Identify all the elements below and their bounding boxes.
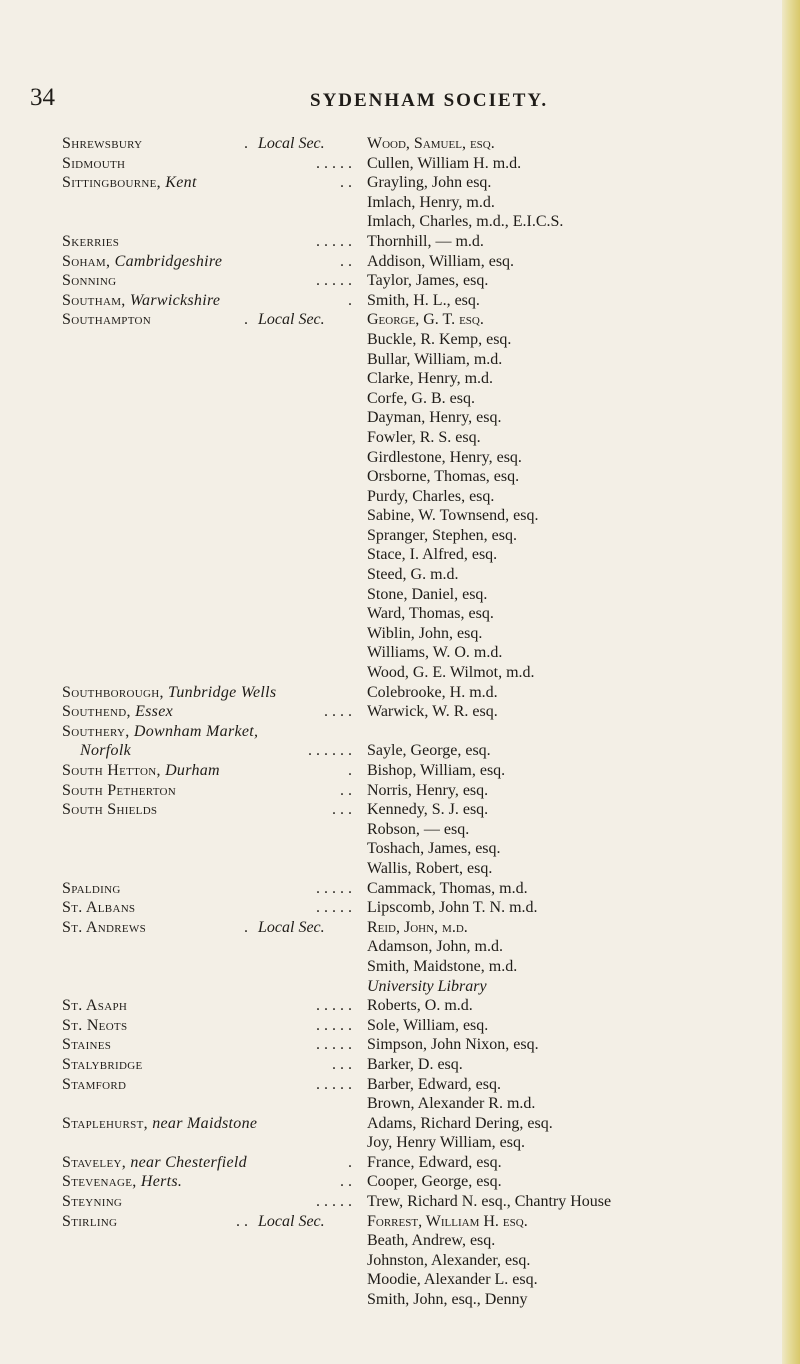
list-row: [62, 1192, 782, 1212]
member-name: Toshach, James, esq.: [367, 840, 501, 858]
member-name: Cullen, William H. m.d.: [367, 154, 522, 172]
member-name: Williams, W. O. m.d.: [367, 644, 503, 662]
list-row: [62, 1212, 782, 1232]
member-name: Bishop, William, esq.: [367, 762, 506, 779]
local-secretary-note: Local Sec.: [258, 135, 325, 152]
list-row: [62, 702, 782, 722]
leader-dots: . . . . .: [316, 1036, 352, 1054]
place-main: Skerries: [62, 232, 120, 250]
list-row: [62, 1114, 782, 1134]
member-name: Purdy, Charles, esq.: [367, 487, 495, 505]
member-name: Beath, Andrew, esq.: [367, 1232, 496, 1250]
list-row: [62, 232, 782, 252]
page-header: [0, 84, 800, 124]
member-name: Colebrooke, H. m.d.: [367, 683, 498, 701]
list-row: [62, 722, 782, 742]
place-name: [62, 1055, 143, 1075]
member-name: Addison, William, esq.: [367, 252, 515, 270]
list-row: [62, 761, 782, 781]
list-row: [62, 330, 782, 350]
place-county: Durham: [160, 762, 220, 779]
member-name: Wood, Samuel, esq.: [367, 135, 495, 152]
place-county: Cambridgeshire: [110, 252, 223, 270]
list-row: [62, 212, 782, 232]
member-name: Smith, John, esq., Denny: [367, 1291, 528, 1309]
list-row: [62, 604, 782, 624]
member-name: Lipscomb, John T. N. m.d.: [367, 899, 538, 917]
list-row: [62, 428, 782, 448]
local-secretary-note: Local Sec.: [258, 918, 325, 936]
member-name: Buckle, R. Kemp, esq.: [367, 330, 512, 348]
list-row: [62, 1270, 782, 1290]
leader-dots: . .: [340, 174, 352, 192]
list-row: [62, 448, 782, 468]
list-row: [62, 506, 782, 526]
list-row: [62, 134, 782, 154]
list-row: [62, 1251, 782, 1271]
member-list: [62, 134, 782, 1310]
page-number: 34: [30, 84, 55, 111]
leader-dots: . . . . .: [316, 272, 352, 290]
leader-dots: . . . . .: [316, 997, 352, 1015]
member-name: Stace, I. Alfred, esq.: [367, 546, 498, 564]
list-row: [62, 1075, 782, 1095]
leader-dots: . . .: [332, 801, 352, 819]
local-secretary-note: Local Sec.: [258, 311, 325, 329]
place-name: [62, 1114, 257, 1134]
place-county: Essex: [130, 703, 173, 721]
list-row: [62, 291, 782, 311]
place-name: [62, 918, 146, 938]
running-head: SYDENHAM SOCIETY.: [310, 90, 549, 111]
list-row: [62, 252, 782, 272]
list-row: [62, 1231, 782, 1251]
member-name: Grayling, John esq.: [367, 174, 492, 192]
list-row: [62, 585, 782, 605]
place-name: [62, 310, 151, 330]
place-name: [62, 722, 258, 742]
list-row: [62, 957, 782, 977]
list-row: [62, 408, 782, 428]
place-name: [62, 134, 142, 154]
leader-dots: . .: [340, 781, 352, 799]
place-county: Herts.: [136, 1173, 183, 1191]
member-name: Simpson, John Nixon, esq.: [367, 1036, 539, 1054]
leader-dots: . .: [340, 252, 352, 270]
place-county: Norfolk: [80, 742, 131, 760]
place-name: [62, 1192, 122, 1212]
leader-dots: . . . . .: [316, 1016, 352, 1034]
leader-dots: .: [244, 135, 248, 152]
member-name: Cammack, Thomas, m.d.: [367, 879, 528, 897]
list-row: [62, 389, 782, 409]
list-row: [62, 1016, 782, 1036]
leader-dots: .: [244, 918, 248, 936]
place-main: Stamford: [62, 1075, 127, 1093]
list-row: [62, 467, 782, 487]
member-name: Wood, G. E. Wilmot, m.d.: [367, 664, 535, 682]
member-name: Dayman, Henry, esq.: [367, 409, 502, 427]
list-row: [62, 565, 782, 585]
place-name: [62, 1153, 247, 1173]
place-name: [62, 291, 220, 311]
place-main: Staveley,: [62, 1153, 127, 1171]
member-name: Barber, Edward, esq.: [367, 1075, 501, 1093]
member-name: Robson, — esq.: [367, 820, 470, 838]
list-row: [62, 154, 782, 174]
member-name: Moodie, Alexander L. esq.: [367, 1271, 538, 1289]
list-row: [62, 937, 782, 957]
place-main: St. Neots: [62, 1016, 128, 1034]
place-county: Downham Market,: [129, 722, 259, 740]
member-name: Ward, Thomas, esq.: [367, 605, 494, 623]
place-main: Southampton: [62, 311, 151, 329]
place-name: [80, 741, 131, 761]
place-main: Steyning: [62, 1193, 123, 1211]
place-main: Shrewsbury: [62, 135, 143, 152]
list-row: [62, 271, 782, 291]
member-name: George, G. T. esq.: [367, 311, 484, 329]
place-main: Southborough,: [62, 683, 164, 701]
member-name: Adams, Richard Dering, esq.: [367, 1114, 553, 1132]
member-name: Corfe, G. B. esq.: [367, 389, 475, 407]
place-main: Staines: [62, 1036, 112, 1054]
list-row: [62, 859, 782, 879]
page-edge: [782, 0, 800, 1364]
leader-dots: . . . . .: [316, 1075, 352, 1093]
place-main: Sidmouth: [62, 154, 126, 172]
place-main: Soham,: [62, 252, 111, 270]
place-county: near Maidstone: [147, 1114, 258, 1132]
list-row: [62, 1172, 782, 1192]
list-row: [62, 839, 782, 859]
member-name: Girdlestone, Henry, esq.: [367, 448, 522, 466]
leader-dots: . . . .: [324, 703, 352, 721]
member-name: France, Edward, esq.: [367, 1153, 502, 1171]
list-row: [62, 996, 782, 1016]
member-name: Cooper, George, esq.: [367, 1173, 502, 1191]
place-main: St. Albans: [62, 899, 136, 917]
member-name: Brown, Alexander R. m.d.: [367, 1095, 536, 1113]
place-main: Southend,: [62, 703, 131, 721]
place-name: [62, 154, 125, 174]
place-name: [62, 800, 157, 820]
leader-dots: . .: [236, 1212, 248, 1230]
place-name: [62, 1016, 127, 1036]
place-main: Stevenage,: [62, 1173, 137, 1191]
leader-dots: .: [348, 1153, 352, 1171]
leader-dots: . . . . .: [316, 1193, 352, 1211]
place-main: St. Asaph: [62, 997, 128, 1015]
place-name: [62, 232, 119, 252]
list-row: [62, 918, 782, 938]
list-row: [62, 820, 782, 840]
list-row: [62, 1055, 782, 1075]
member-name: Taylor, James, esq.: [367, 272, 489, 290]
place-main: Stalybridge: [62, 1055, 143, 1073]
member-name: Orsborne, Thomas, esq.: [367, 468, 520, 486]
list-row: [62, 487, 782, 507]
member-name: Adamson, John, m.d.: [367, 938, 503, 956]
member-name: Imlach, Charles, m.d., E.I.C.S.: [367, 213, 564, 231]
place-main: Southery,: [62, 722, 130, 740]
member-name: Warwick, W. R. esq.: [367, 703, 498, 721]
place-county: Tunbridge Wells: [163, 683, 277, 701]
place-main: South Shields: [62, 801, 158, 819]
member-name: Barker, D. esq.: [367, 1055, 463, 1073]
place-name: [62, 1172, 182, 1192]
list-row: [62, 193, 782, 213]
place-name: [62, 781, 176, 801]
leader-dots: . . . . .: [316, 899, 352, 917]
place-county: Kent: [160, 174, 197, 192]
place-main: Spalding: [62, 879, 121, 897]
member-name: Sabine, W. Townsend, esq.: [367, 507, 539, 525]
list-row: [62, 781, 782, 801]
leader-dots: .: [348, 291, 352, 309]
list-row: [62, 741, 782, 761]
place-name: [62, 271, 116, 291]
member-name: University Library: [367, 977, 487, 995]
list-row: [62, 350, 782, 370]
member-name: Imlach, Henry, m.d.: [367, 193, 495, 211]
member-name: Smith, Maidstone, m.d.: [367, 957, 518, 975]
list-row: [62, 173, 782, 193]
leader-dots: . . .: [332, 1055, 352, 1073]
place-name: [62, 252, 222, 272]
member-name: Clarke, Henry, m.d.: [367, 370, 494, 388]
place-name: [62, 879, 121, 899]
member-name: Thornhill, — m.d.: [367, 232, 484, 250]
local-secretary-note: Local Sec.: [258, 1212, 325, 1230]
leader-dots: . . . . .: [316, 879, 352, 897]
place-county: near Chesterfield: [126, 1153, 247, 1171]
leader-dots: .: [244, 311, 248, 329]
member-name: Roberts, O. m.d.: [367, 997, 473, 1015]
list-row: [62, 800, 782, 820]
list-row: [62, 1133, 782, 1153]
list-row: [62, 1290, 782, 1310]
member-name: Fowler, R. S. esq.: [367, 428, 481, 446]
place-name: [62, 761, 220, 781]
list-row: [62, 1035, 782, 1055]
member-name: Bullar, William, m.d.: [367, 350, 503, 368]
member-name: Sole, William, esq.: [367, 1016, 489, 1034]
leader-dots: . . . . .: [316, 232, 352, 250]
leader-dots: . . . . .: [316, 154, 352, 172]
member-name: Reid, John, m.d.: [367, 918, 468, 936]
place-main: Staplehurst,: [62, 1114, 148, 1132]
list-row: [62, 1094, 782, 1114]
member-name: Forrest, William H. esq.: [367, 1212, 528, 1230]
member-name: Trew, Richard N. esq., Chantry House: [367, 1193, 612, 1211]
place-name: [62, 173, 197, 193]
place-name: [62, 1075, 126, 1095]
list-row: [62, 683, 782, 703]
place-name: [62, 683, 276, 703]
list-row: [62, 663, 782, 683]
leader-dots: .: [348, 762, 352, 779]
member-name: Wiblin, John, esq.: [367, 624, 483, 642]
member-name: Norris, Henry, esq.: [367, 781, 489, 799]
member-name: Stone, Daniel, esq.: [367, 585, 488, 603]
place-main: Southam,: [62, 291, 126, 309]
list-row: [62, 879, 782, 899]
list-row: [62, 310, 782, 330]
list-row: [62, 898, 782, 918]
list-row: [62, 369, 782, 389]
place-main: Sittingbourne,: [62, 174, 161, 192]
place-name: [62, 1212, 117, 1232]
list-row: [62, 1153, 782, 1173]
list-row: [62, 977, 782, 997]
member-name: Steed, G. m.d.: [367, 566, 459, 584]
member-name: Kennedy, S. J. esq.: [367, 801, 489, 819]
place-main: St. Andrews: [62, 918, 147, 936]
member-name: Johnston, Alexander, esq.: [367, 1251, 531, 1269]
list-row: [62, 643, 782, 663]
member-name: Joy, Henry William, esq.: [367, 1134, 525, 1152]
place-name: [62, 1035, 111, 1055]
list-row: [62, 545, 782, 565]
member-name: Wallis, Robert, esq.: [367, 859, 493, 877]
place-name: [62, 702, 173, 722]
member-name: Sayle, George, esq.: [367, 742, 491, 760]
member-name: Spranger, Stephen, esq.: [367, 526, 517, 544]
place-county: Warwickshire: [125, 291, 221, 309]
list-row: [62, 526, 782, 546]
place-main: South Petherton: [62, 781, 177, 799]
place-main: Sonning: [62, 272, 117, 290]
place-name: [62, 898, 135, 918]
place-main: Stirling: [62, 1212, 118, 1230]
leader-dots: . . . . . .: [308, 742, 352, 760]
list-row: [62, 624, 782, 644]
place-main: South Hetton,: [62, 762, 161, 779]
leader-dots: . .: [340, 1173, 352, 1191]
place-name: [62, 996, 127, 1016]
member-name: Smith, H. L., esq.: [367, 291, 480, 309]
